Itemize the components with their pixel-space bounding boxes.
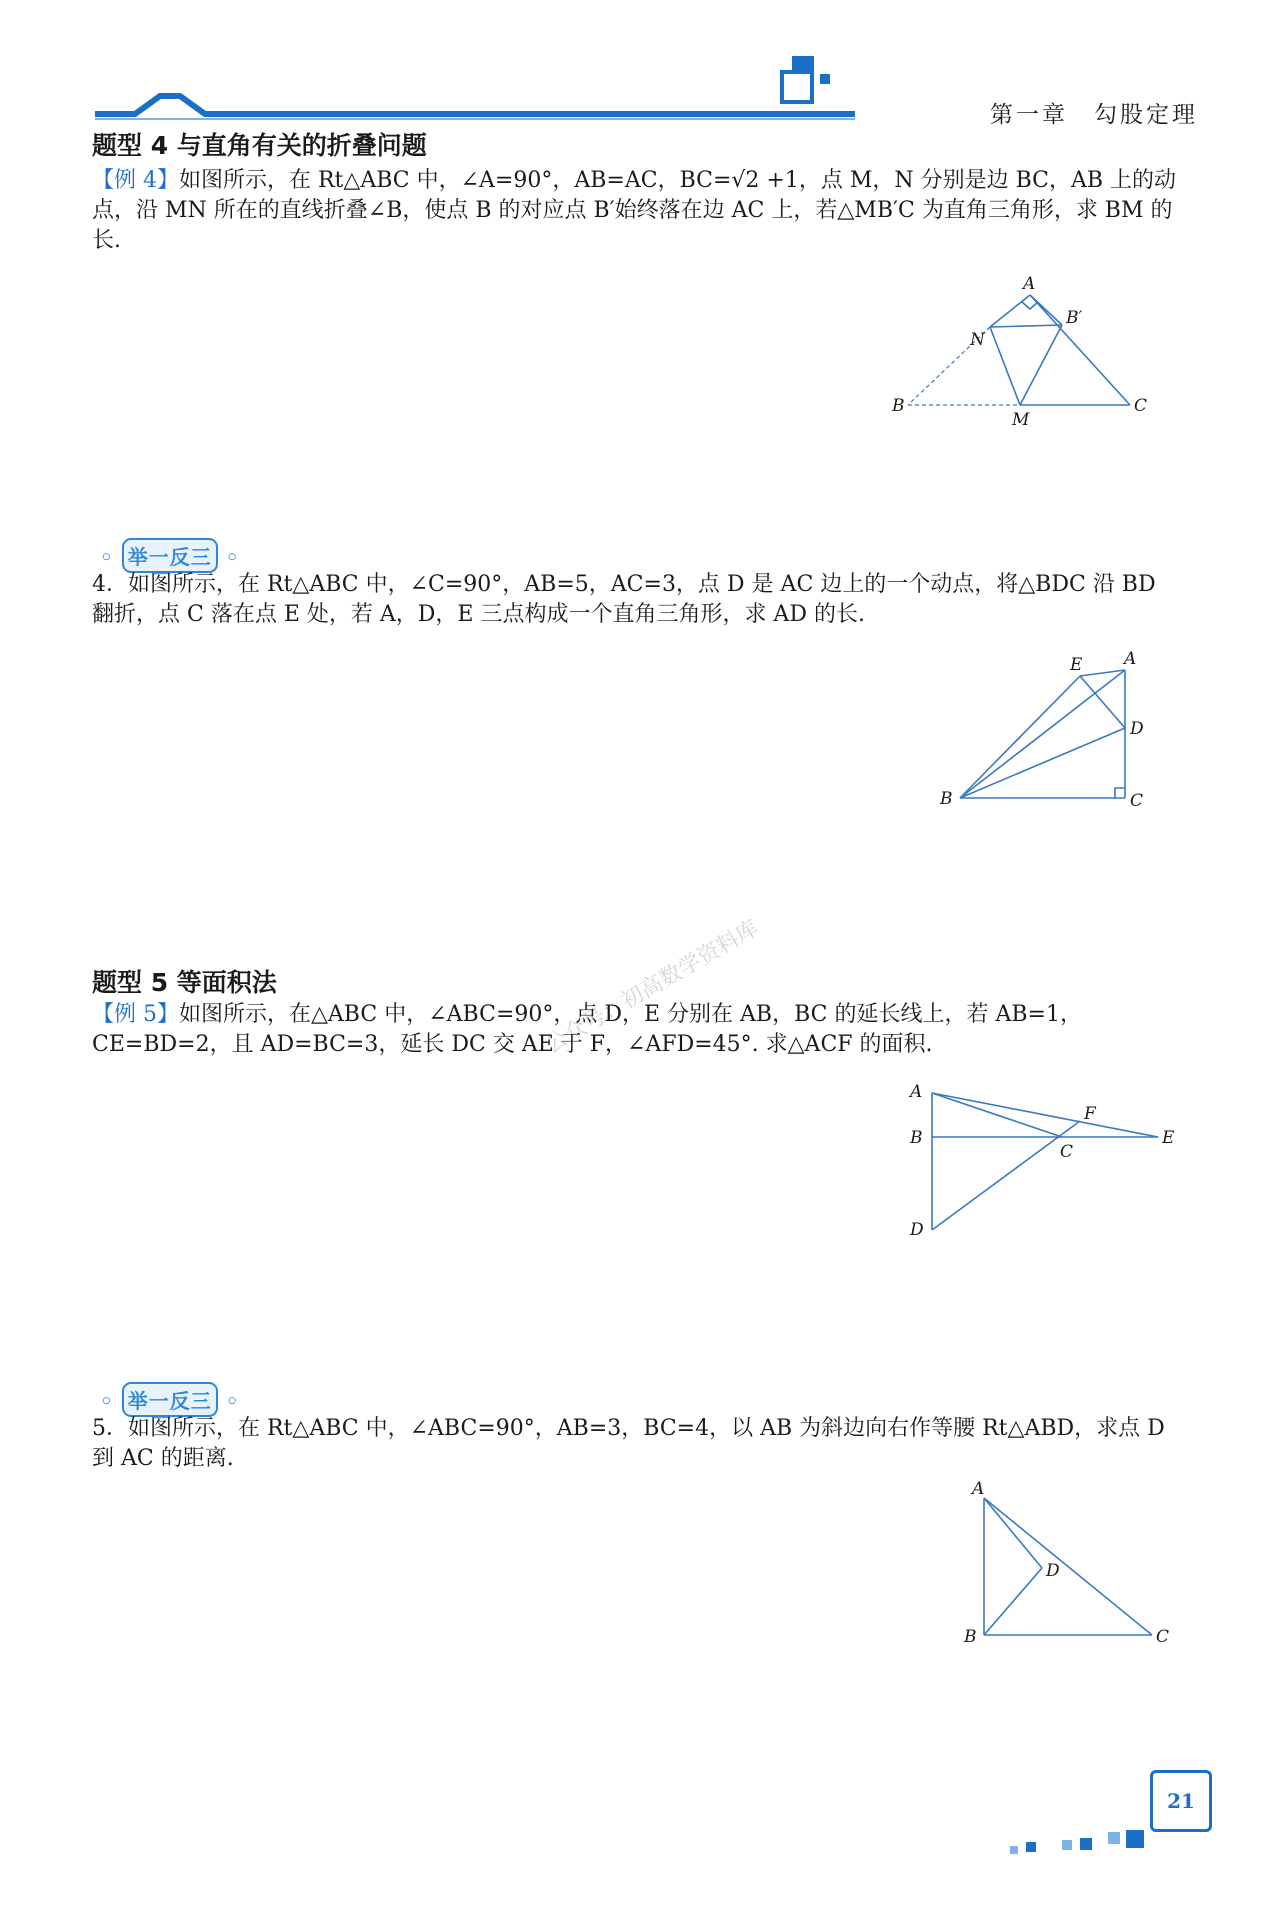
fig1-label-Bprime: B′: [1066, 308, 1083, 328]
figure-example4: [890, 275, 1160, 435]
fig1-label-C: C: [1134, 396, 1148, 416]
fig3-label-B: B: [910, 1128, 923, 1148]
footer-squares-icon: [1000, 1820, 1180, 1860]
section4-example: [92, 166, 1182, 256]
fig3-label-D: D: [910, 1220, 924, 1240]
fig2-label-B: B: [940, 789, 953, 809]
fig3-label-A: A: [910, 1082, 923, 1102]
fig3-label-F: F: [1084, 1104, 1096, 1124]
section5-title: 题型 5 等面积法: [92, 968, 277, 997]
page-number: 21: [1167, 1789, 1195, 1813]
fig4-label-D: D: [1046, 1561, 1060, 1581]
practice5-badge: ◦ 举一反三 ◦: [100, 1382, 240, 1417]
fig4-label-A: A: [972, 1480, 985, 1499]
fig3-label-C: C: [1060, 1142, 1074, 1162]
fig4-label-B: B: [964, 1627, 977, 1647]
header-squares-icon: [780, 54, 850, 106]
example4-text: 如图所示，在 Rt△ABC 中，∠A=90°，AB=AC，BC=√2 +1，点 M，N 分别是边 BC，AB 上的动点，沿 MN 所在的直线折叠∠B，使点 B 的对应点 B′始终落在边 AC 上，若△MB′C 为直角三角形，求 BM 的长.: [92, 168, 1177, 253]
practice4-label: 举一反三: [122, 538, 218, 573]
chapter-header: 第一章 勾股定理: [990, 102, 1198, 128]
figure-practice4: [930, 650, 1150, 810]
practice5-label: 举一反三: [122, 1382, 218, 1417]
fig4-label-C: C: [1156, 1627, 1170, 1647]
section5-example: [92, 1000, 1182, 1060]
practice4-question: 4．如图所示，在 Rt△ABC 中，∠C=90°，AB=5，AC=3，点 D 是 AC 边上的一个动点，将△BDC 沿 BD 翻折，点 C 落在点 E 处，若 A，D，E 三点构成一个直角三角形，求 AD 的长.: [92, 572, 1156, 627]
practice4-badge: ◦ 举一反三 ◦: [100, 538, 240, 573]
watermark: 公众号：初高数学资料库: [540, 915, 764, 1059]
example5-text: 如图所示，在△ABC 中，∠ABC=90°，点 D，E 分别在 AB，BC 的延长线上，若 AB=1，CE=BD=2，且 AD=BC=3，延长 DC 交 AE 于 F，∠AFD=45°. 求△ACF 的面积.: [92, 1002, 1082, 1057]
fig1-label-A: A: [1023, 275, 1036, 294]
practice5-question: 5．如图所示，在 Rt△ABC 中，∠ABC=90°，AB=3，BC=4，以 AB 为斜边向右作等腰 Rt△ABD，求点 D 到 AC 的距离.: [92, 1416, 1165, 1471]
example5-tag: 【例 5】: [92, 1002, 179, 1027]
practice4-text: [92, 570, 1182, 630]
practice5-text: [92, 1414, 1182, 1474]
fig2-label-C: C: [1130, 791, 1144, 810]
section4-title: 题型 4 与直角有关的折叠问题: [92, 131, 427, 160]
fig1-label-B: B: [892, 396, 905, 416]
figure-practice5: [950, 1480, 1180, 1650]
fig2-label-E: E: [1070, 655, 1083, 675]
fig1-label-N: N: [970, 330, 985, 350]
fig2-label-A: A: [1124, 650, 1137, 669]
fig3-label-E: E: [1162, 1128, 1175, 1148]
figure-example5: [900, 1075, 1180, 1245]
header-decoration: [95, 80, 855, 120]
example4-tag: 【例 4】: [92, 168, 179, 193]
fig1-label-M: M: [1012, 410, 1030, 430]
fig2-label-D: D: [1130, 719, 1144, 739]
